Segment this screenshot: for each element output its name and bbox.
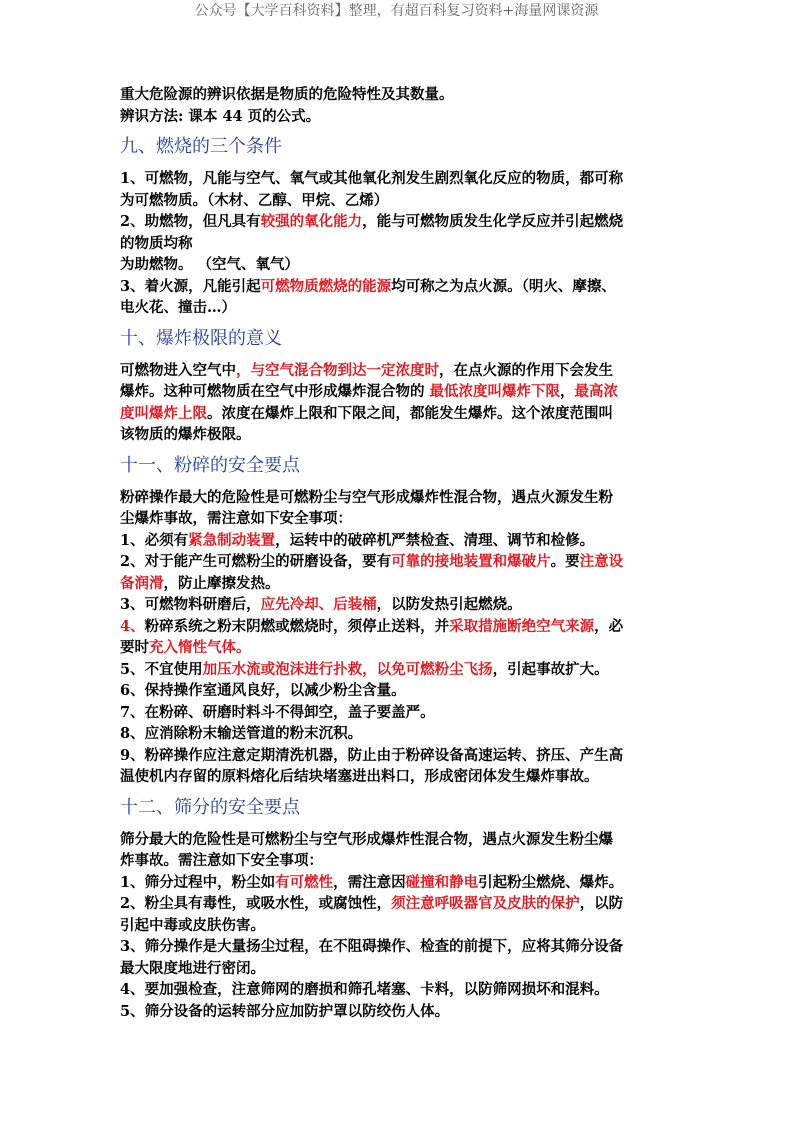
text-line — [120, 829, 680, 851]
text-line — [120, 508, 680, 530]
text-line — [120, 616, 680, 638]
text-line — [120, 530, 680, 552]
text-segment: 该物质的爆炸极限。 — [120, 426, 251, 443]
page-header: 公众号【大学百科资料】整理，有超百科复习资料+海量网课资源 — [194, 3, 599, 19]
text-segment: ，以防发热引起燃烧。 — [376, 596, 522, 613]
text-segment: 引起中毒或皮肤伤害。 — [120, 916, 265, 934]
text-segment: 4、要加强检查，注意筛网的磨损和筛孔堵塞、卡料，以防筛网损坏和混料。 — [120, 981, 609, 998]
section-heading: 九、燃烧的三个条件 — [120, 136, 282, 157]
text-segment: ，必 — [594, 617, 624, 635]
highlighted-text: 采取措施断绝空气来源 — [449, 617, 595, 635]
text-segment: 7、在粉碎、研磨时料斗不得卸空，盖子要盖严。 — [120, 703, 435, 721]
highlighted-text: 注意设 — [579, 553, 624, 570]
text-segment: 5、不宜使用 — [120, 660, 203, 678]
text-segment: ，以防 — [579, 895, 624, 912]
text-segment: 引起粉尘燃烧、爆炸。 — [478, 873, 624, 891]
document-body — [120, 84, 680, 1022]
text-segment: 6、保持操作室通风良好，以减少粉尘含量。 — [120, 682, 406, 699]
text-segment: 尘爆炸事故，需注意如下安全事项： — [120, 510, 352, 527]
text-line — [120, 659, 680, 681]
text-segment: ，防止摩擦发热。 — [163, 574, 280, 592]
text-segment: 3、筛分操作是大量扬尘过程，在不阻碍操作、检查的前提下，应将其筛分设备 — [120, 938, 624, 955]
text-line — [120, 893, 680, 915]
text-segment: ，能与可燃物质发生化学反应并引起燃烧 — [362, 213, 624, 230]
text-line — [120, 850, 680, 872]
text-line — [120, 979, 680, 1001]
text-segment: ，需注意因 — [333, 873, 406, 891]
text-line — [120, 106, 680, 128]
text-line — [120, 168, 680, 190]
text-segment: 粉碎操作最大的危险性是可燃粉尘与空气形成爆炸性混合物，遇点火源发生粉 — [120, 488, 613, 506]
text-line — [120, 872, 680, 894]
highlighted-text: 较强的氧化能力 — [260, 213, 363, 230]
text-line — [120, 594, 680, 616]
text-segment: 5、筛分设备的运转部分应加防护罩以防绞伤人体。 — [120, 1002, 450, 1020]
text-segment: 为助燃物。 （空气、氧气） — [120, 256, 300, 273]
text-segment: 2、粉尘具有毒性，或吸水性，或腐蚀性， — [120, 895, 392, 912]
text-line — [120, 915, 680, 937]
text-segment: 。要 — [550, 553, 580, 570]
highlighted-text: 碰撞和静电 — [405, 873, 479, 891]
text-segment: 8、应消除粉末输送管道的粉末沉积。 — [120, 725, 363, 742]
text-line — [120, 276, 680, 298]
highlighted-text: 备润滑 — [120, 574, 164, 592]
text-segment: ， — [560, 383, 575, 400]
text-line — [120, 702, 680, 724]
section-heading: 十二、筛分的安全要点 — [120, 796, 300, 818]
highlighted-text: 须注意呼吸器官及皮肤的保护 — [391, 895, 580, 912]
highlighted-text: 最低浓度叫爆炸下限 — [429, 383, 561, 400]
text-segment: 可燃物进入空气中 — [120, 361, 236, 379]
text-segment: 粉碎系统之粉末阴燃或燃烧时，须停止送料，并 — [144, 617, 450, 635]
text-segment: 温使机内存留的原料熔化后结块堵塞进出料口，形成密闭体发生爆炸事故。 — [120, 768, 599, 785]
text-segment: ，运转中的破碎机严禁检查、清理、调节和检修。 — [275, 531, 595, 549]
text-line — [120, 1001, 680, 1023]
text-segment: 3、可燃物料研磨后， — [120, 596, 261, 613]
text-segment: 均可称之为点火源。（明火、摩擦、 — [391, 277, 616, 295]
text-line — [120, 766, 680, 788]
text-segment: 1、可燃物，凡能与空气、氧气或其他氧化剂发生剧烈氧化反应的物质，都可称 — [120, 170, 624, 187]
section-heading: 十一、粉碎的安全要点 — [120, 454, 300, 476]
text-segment: 1、筛分过程中，粉尘如 — [120, 873, 276, 891]
text-line — [120, 190, 680, 212]
highlighted-text: 有可燃性 — [275, 873, 334, 891]
text-line — [120, 487, 680, 509]
text-line — [120, 723, 680, 745]
highlighted-text: 可燃物质燃烧的能源 — [260, 277, 392, 295]
text-line — [120, 745, 680, 767]
text-line — [120, 84, 680, 106]
highlighted-text: ，与空气混合物到达一定浓度时 — [236, 361, 439, 379]
highlighted-text: 加压水流或泡沫进行扑救，以免可燃粉尘飞扬 — [202, 660, 493, 678]
text-segment: 。浓度在爆炸上限和下限之间，都能发生爆炸。这个浓度范围叫 — [207, 404, 613, 422]
text-line — [120, 254, 680, 276]
highlighted-text: 应先冷却、后装桶 — [260, 596, 377, 613]
text-line — [120, 297, 680, 319]
text-line — [120, 233, 680, 255]
highlighted-text: 最高浓 — [574, 383, 619, 400]
text-line — [120, 573, 680, 595]
text-line — [120, 958, 680, 980]
text-segment: 重大危险源的辨识依据是物质的危险特性及其数量。 — [120, 86, 454, 103]
highlighted-text: 可靠的接地装置和爆破片 — [391, 553, 551, 570]
text-segment: 1、必须有 — [120, 531, 189, 549]
text-segment: 要时 — [120, 639, 149, 656]
highlighted-text: 充入惰性气体。 — [149, 639, 251, 656]
section-heading: 十、爆炸极限的意义 — [120, 327, 282, 349]
text-line — [120, 424, 680, 446]
text-segment: 最大限度地进行密闭。 — [120, 959, 265, 977]
text-segment: 炸事故。需注意如下安全事项： — [120, 852, 323, 869]
highlighted-text: 紧急制动装置 — [188, 531, 276, 549]
text-line — [120, 936, 680, 958]
text-line — [120, 551, 680, 573]
text-line — [120, 403, 680, 425]
text-line — [120, 637, 680, 659]
text-segment: 为可燃物质。（木材、乙醇、甲烷、乙烯） — [120, 191, 389, 209]
text-line — [120, 381, 680, 403]
text-segment: 爆炸。这种可燃物质在空气中形成爆炸混合物的 — [120, 383, 430, 400]
text-segment: 的物质均称 — [120, 234, 193, 252]
text-segment: 2、助燃物，但凡具有 — [120, 213, 261, 230]
text-segment: 筛分最大的危险性是可燃粉尘与空气形成爆炸性混合物，遇点火源发生粉尘爆 — [120, 830, 613, 848]
text-segment: 2、对于能产生可燃粉尘的研磨设备，要有 — [120, 553, 392, 570]
text-line — [120, 680, 680, 702]
text-segment: 9、粉碎操作应注意定期清洗机器，防止由于粉碎设备高速运转、挤压、产生高 — [120, 746, 624, 764]
highlighted-text: 4、 — [120, 617, 145, 635]
text-line — [120, 360, 680, 382]
text-line — [120, 211, 680, 233]
text-segment: 3、着火源，凡能引起 — [120, 277, 261, 295]
text-segment: ，在点火源的作用下会发生 — [439, 361, 613, 379]
text-segment: 辨识方法: 课本 44 页的公式。 — [120, 107, 321, 125]
highlighted-text: 度叫爆炸上限 — [120, 404, 207, 422]
text-segment: ，引起事故扩大。 — [492, 660, 609, 678]
text-segment: 电火花、撞击…） — [120, 299, 236, 316]
